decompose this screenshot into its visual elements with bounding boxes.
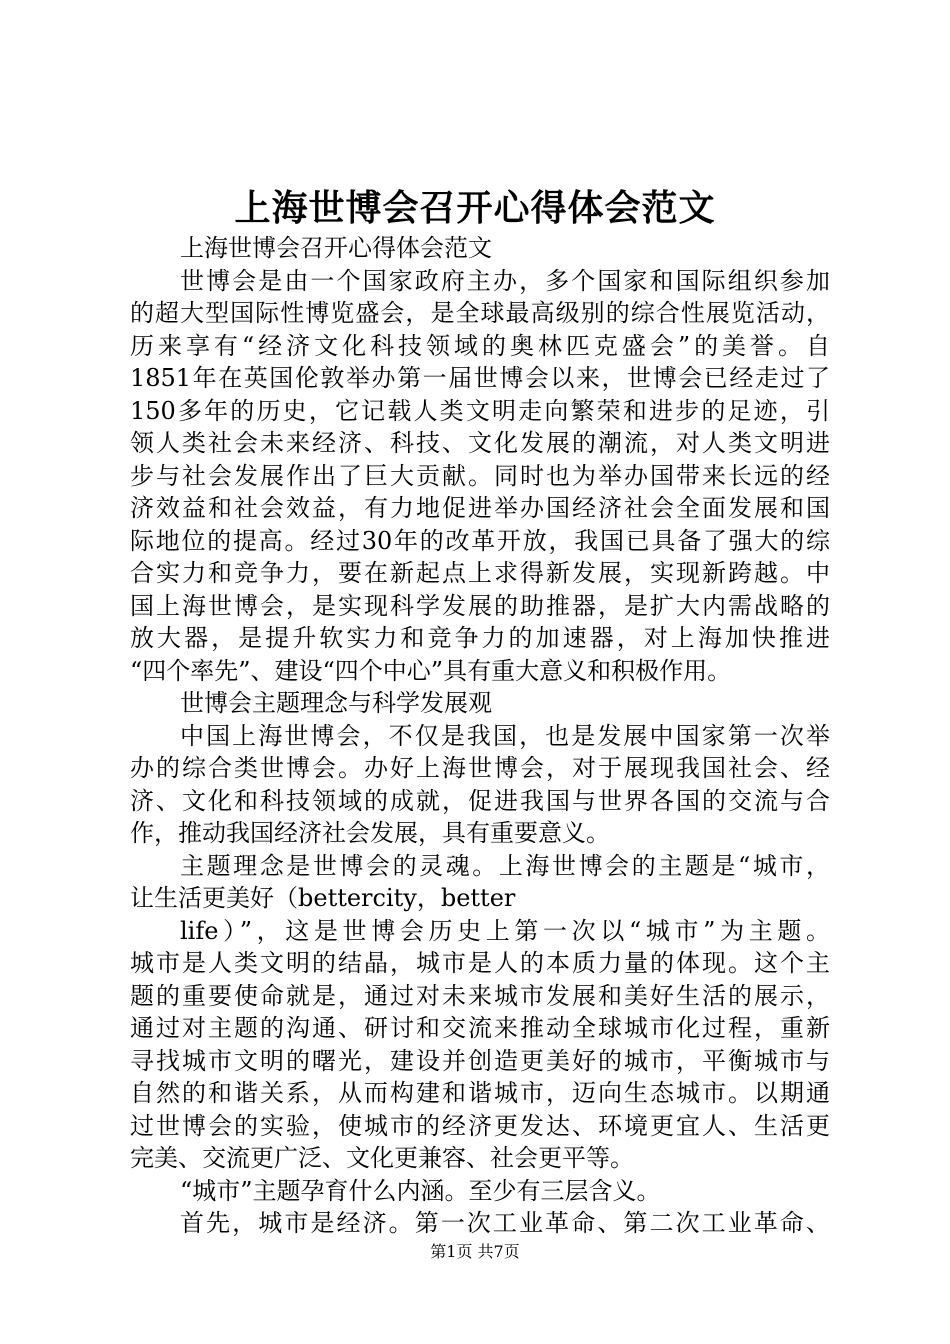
text-line: 世博会主题理念与科学发展观	[180, 689, 492, 717]
text-line: 寻找城市文明的曙光，建设并创造更美好的城市，平衡城市与	[130, 1046, 830, 1075]
text-line: 过世博会的实验，使城市的经济更发达、环境更宜人、生活更	[130, 1111, 830, 1140]
text-line: 城市是人类文明的结晶，城市是人的本质力量的体现。这个主	[130, 949, 830, 977]
text-line: “城市”主题孕育什么内涵。至少有三层含义。	[180, 1176, 661, 1205]
document-body	[130, 232, 830, 1240]
text-line: 放大器，是提升软实力和竞争力的加速器，对上海加快推进	[130, 624, 830, 652]
text-line: 完美、交流更广泛、文化更兼容、社会更平等。	[130, 1144, 634, 1172]
text-line: 领人类社会未来经济、科技、文化发展的潮流，对人类文明进	[130, 429, 830, 457]
text-line: 济、文化和科技领域的成就，促进我国与世界各国的交流与合	[130, 786, 830, 815]
text-line: 合实力和竞争力，要在新起点上求得新发展，实现新跨越。中	[130, 559, 830, 587]
text-line: 首先，城市是经济。第一次工业革命、第二次工业革命、	[180, 1209, 830, 1237]
text-line: “四个率先”、建设“四个中心”具有重大意义和积极作用。	[130, 656, 732, 685]
text-line: 步与社会发展作出了巨大贡献。同时也为举办国带来长远的经	[130, 461, 830, 490]
text-line: 让生活更美好（bettercity，better	[130, 884, 516, 912]
text-line: 通过对主题的沟通、研讨和交流来推动全球城市化过程，重新	[130, 1014, 830, 1042]
text-line: 世博会是由一个国家政府主办，多个国家和国际组织参加	[180, 266, 830, 295]
document-title: 上海世博会召开心得体会范文	[234, 187, 716, 229]
text-line: 题的重要使命就是，通过对未来城市发展和美好生活的展示，	[130, 981, 830, 1010]
page-footer: 第1页 共7页	[430, 1242, 520, 1261]
text-line: 际地位的提高。经过30年的改革开放，我国已具备了强大的综	[130, 526, 830, 555]
text-line: 150多年的历史，它记载人类文明走向繁荣和进步的足迹，引	[130, 396, 830, 425]
text-line: 的超大型国际性博览盛会，是全球最高级别的综合性展览活动，	[130, 299, 830, 327]
text-line: 上海世博会召开心得体会范文	[180, 234, 492, 262]
text-line: 国上海世博会，是实现科学发展的助推器，是扩大内需战略的	[130, 591, 830, 620]
text-line: 济效益和社会效益，有力地促进举办国经济社会全面发展和国	[130, 494, 830, 522]
text-line: 中国上海世博会，不仅是我国，也是发展中国家第一次举	[180, 721, 830, 750]
text-line: 1851年在英国伦敦举办第一届世博会以来，世博会已经走过了	[130, 364, 830, 392]
text-line: 自然的和谐关系，从而构建和谐城市，迈向生态城市。以期通	[130, 1079, 830, 1107]
text-line: 作，推动我国经济社会发展，具有重要意义。	[130, 819, 610, 847]
text-line: life）”，这是世博会历史上第一次以“城市”为主题。	[180, 916, 830, 945]
text-line: 历来享有“经济文化科技领域的奥林匹克盛会”的美誉。自	[130, 331, 830, 360]
text-line: 主题理念是世博会的灵魂。上海世博会的主题是“城市，	[180, 851, 830, 880]
text-line: 办的综合类世博会。办好上海世博会，对于展现我国社会、经	[130, 754, 830, 782]
